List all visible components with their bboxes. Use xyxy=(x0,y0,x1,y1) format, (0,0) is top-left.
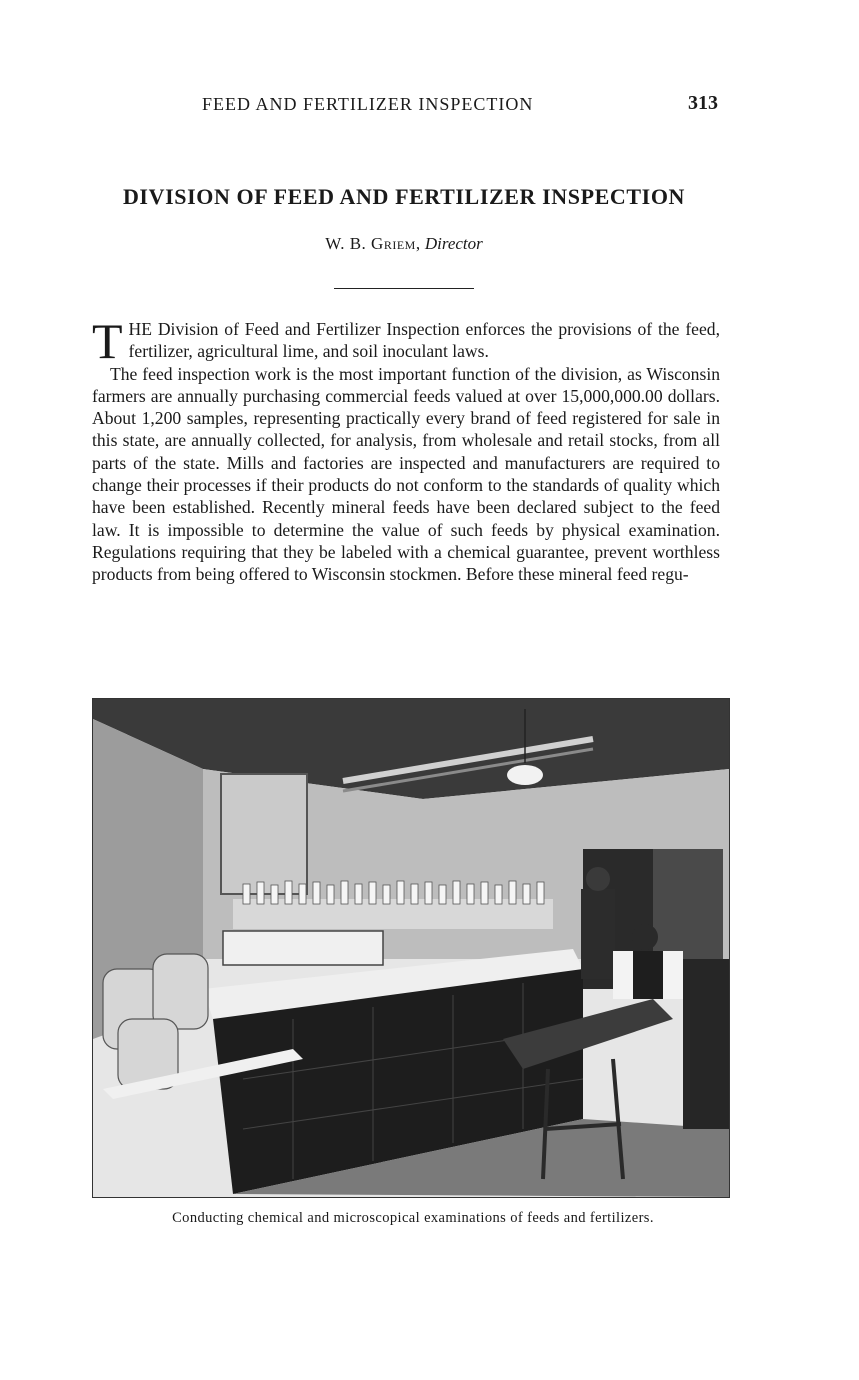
figure-caption: Conducting chemical and microscopical examinations of feeds and fertilizers. xyxy=(172,1210,654,1226)
byline xyxy=(88,234,720,254)
title-divider xyxy=(334,288,474,289)
author-name: W. B. Griem, xyxy=(325,234,421,253)
page-number: 313 xyxy=(688,92,718,114)
paragraph-1-text: HE Division of Feed and Fertilizer Inspection enforces the provisions of the feed, fertilizer, agricultural lime, and soil inoculant laws. xyxy=(128,319,720,362)
paragraph-1 xyxy=(92,313,720,369)
laboratory-photograph xyxy=(92,698,730,1198)
article-title: DIVISION OF FEED AND FERTILIZER INSPECTION xyxy=(122,184,686,209)
article-body xyxy=(92,313,720,586)
author-role: Director xyxy=(424,234,483,253)
drop-cap: T xyxy=(92,313,123,369)
paragraph-2: The feed inspection work is the most important function of the division, as Wisconsin farmers are annually purchasing commercial feeds valued at over 15,000,000.00 dollars. About 1,200 samples, representing practically every brand of feed registered for sale in this state, are annually collected, for analysis, from wholesale and retail stocks, from all parts of the state. Mills and factories are inspected and manufacturers are required to change their processes if their products do not conform to the standards of quality which have been established. Recently mineral feeds have been declared subject to the feed law. It is impossible to determine the value of such feeds by physical examination. Regulations requiring that they be labeled with a chemical guarantee, prevent worthless products from being offered to Wisconsin stockmen. Before these mineral feed regu- xyxy=(92,363,720,585)
running-header xyxy=(92,92,720,120)
photograph-illustration xyxy=(93,699,729,1197)
running-title: FEED AND FERTILIZER INSPECTION xyxy=(202,94,534,114)
